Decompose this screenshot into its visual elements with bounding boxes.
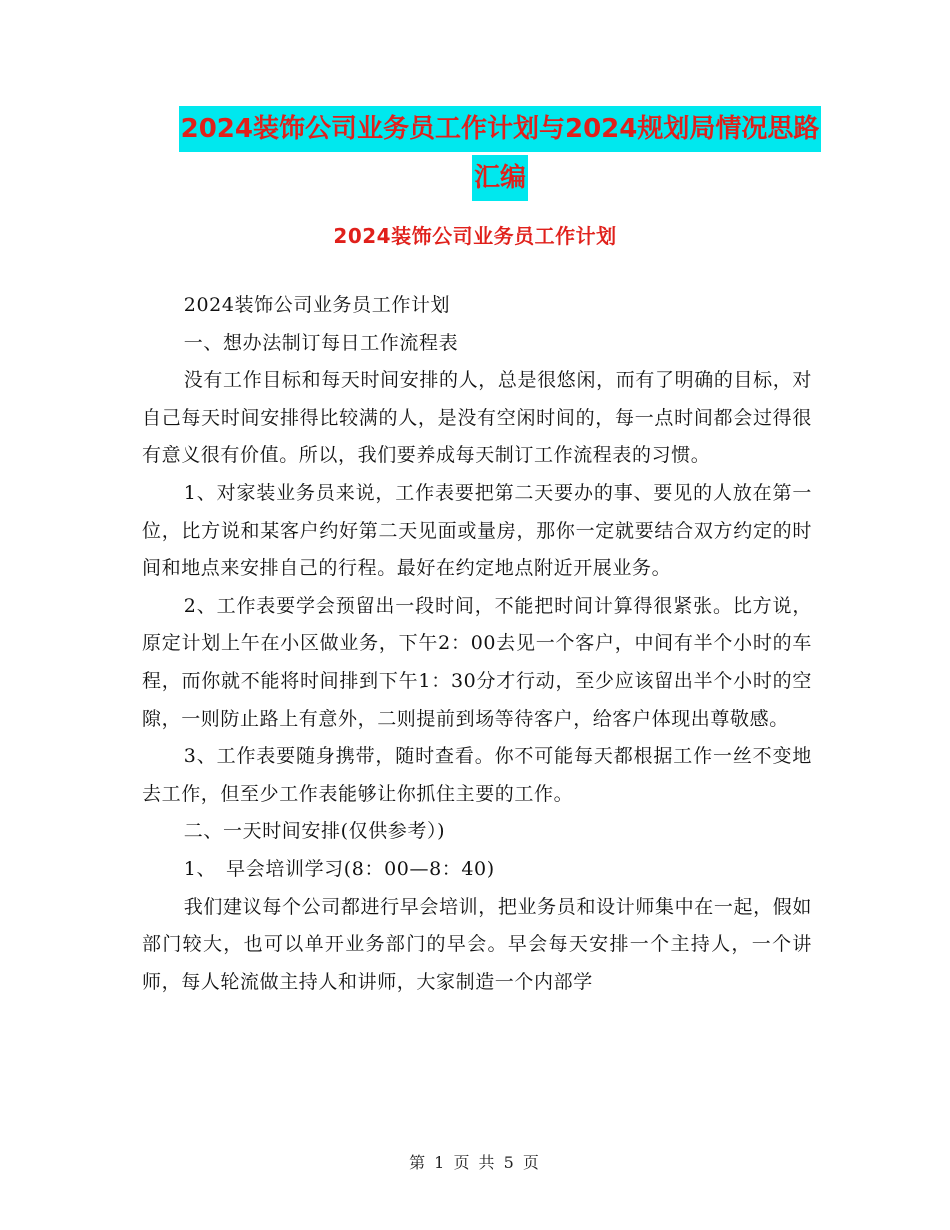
document-title	[140, 106, 860, 204]
paragraph: 2、工作表要学会预留出一段时间，不能把时间计算得很紧张。比方说，原定计划上午在小区做业务，下午2：00去见一个客户，中间有半个小时的车程，而你就不能将时间排到下午1：30分才行动，至少应该留出半个小时的空隙，一则防止路上有意外，二则提前到场等待客户，给客户体现出尊敬感。	[142, 594, 812, 730]
paragraph: 一、想办法制订每日工作流程表	[183, 331, 459, 354]
page-footer: 第 1 页 共 5 页	[409, 1153, 541, 1172]
paragraph: 没有工作目标和每天时间安排的人，总是很悠闲，而有了明确的目标，对自己每天时间安排得比较满的人，是没有空闲时间的，每一点时间都会过得很有意义很有价值。所以，我们要养成每天制订工作流程表的习惯。	[142, 369, 812, 467]
document-body	[142, 287, 812, 1001]
paragraph: 二、一天时间安排(仅供参考）)	[183, 820, 446, 843]
paragraph: 我们建议每个公司都进行早会培训，把业务员和设计师集中在一起，假如部门较大，也可以单开业务部门的早会。早会每天安排一个主持人，一个讲师，每人轮流做主持人和讲师，大家制造一个内部学	[142, 895, 812, 993]
title-line-1: 2024装饰公司业务员工作计划与2024规划局情况思路	[179, 106, 822, 152]
paragraph: 2024装饰公司业务员工作计划	[183, 294, 451, 316]
section-heading: 2024装饰公司业务员工作计划	[333, 224, 617, 248]
paragraph: 1、 早会培训学习(8：00—8：40)	[183, 857, 495, 880]
paragraph: 3、工作表要随身携带，随时查看。你不可能每天都根据工作一丝不变地去工作，但至少工作表能够让你抓住主要的工作。	[142, 745, 812, 805]
paragraph: 1、对家装业务员来说，工作表要把第二天要办的事、要见的人放在第一位，比方说和某客户约好第二天见面或量房，那你一定就要结合双方约定的时间和地点来安排自己的行程。最好在约定地点附近开展业务。	[142, 481, 812, 580]
title-line-2: 汇编	[472, 155, 528, 201]
